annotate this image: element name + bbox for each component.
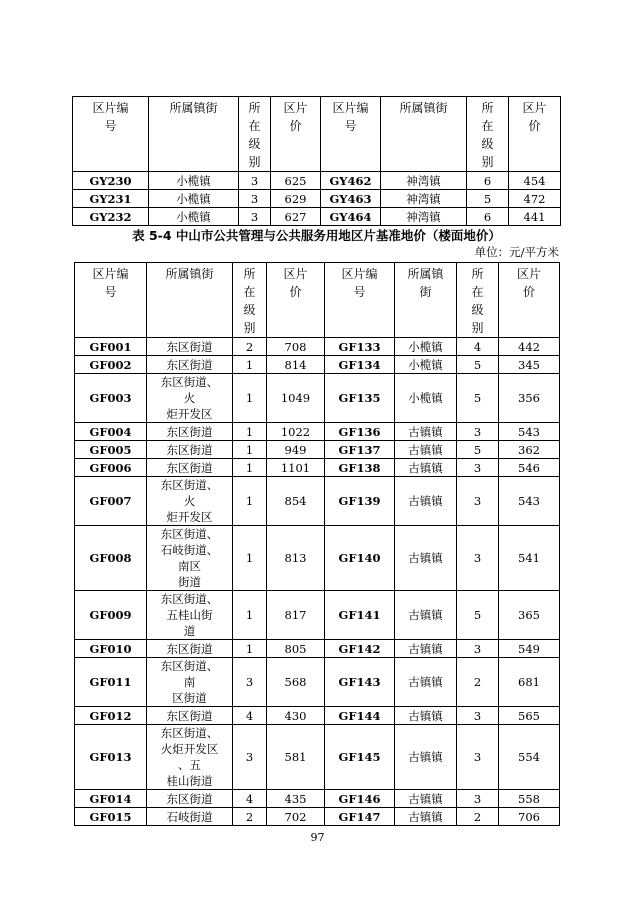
zone-code: GF143 [325, 658, 395, 707]
zone-code: GF005 [75, 441, 147, 459]
level: 6 [467, 208, 509, 226]
town: 东区街道、 南 区街道 [147, 658, 233, 707]
level: 3 [457, 707, 499, 725]
land-price-table-continued [72, 96, 561, 226]
public-service-land-price-table [74, 262, 560, 826]
header-code: 区片编 号 [73, 97, 149, 172]
zone-code: GF139 [325, 477, 395, 526]
zone-code: GY231 [73, 190, 149, 208]
price: 805 [267, 640, 325, 658]
town: 古镇镇 [395, 423, 457, 441]
town: 古镇镇 [395, 790, 457, 808]
zone-code: GF135 [325, 374, 395, 423]
level: 1 [233, 526, 267, 591]
zone-code: GF011 [75, 658, 147, 707]
level: 1 [233, 477, 267, 526]
level: 5 [457, 374, 499, 423]
level: 2 [233, 808, 267, 826]
header-code: 区片编 号 [325, 263, 395, 338]
zone-code: GF006 [75, 459, 147, 477]
town: 古镇镇 [395, 707, 457, 725]
table-row [75, 459, 560, 477]
table-row [75, 338, 560, 356]
town: 古镇镇 [395, 658, 457, 707]
price: 581 [267, 725, 325, 790]
town: 小榄镇 [149, 208, 239, 226]
level: 3 [239, 190, 271, 208]
level: 2 [457, 808, 499, 826]
header-level: 所 在 级 别 [239, 97, 271, 172]
level: 3 [457, 790, 499, 808]
level: 6 [467, 172, 509, 190]
price: 546 [499, 459, 560, 477]
zone-code: GY230 [73, 172, 149, 190]
table-row [75, 526, 560, 591]
table-row [75, 640, 560, 658]
zone-code: GY462 [321, 172, 381, 190]
level: 3 [233, 725, 267, 790]
town: 东区街道 [147, 356, 233, 374]
town: 古镇镇 [395, 725, 457, 790]
header-code: 区片编 号 [75, 263, 147, 338]
zone-code: GF007 [75, 477, 147, 526]
table-row [75, 441, 560, 459]
price: 813 [267, 526, 325, 591]
page-number: 97 [310, 831, 325, 844]
town: 东区街道 [147, 459, 233, 477]
level: 4 [457, 338, 499, 356]
town: 小榄镇 [395, 338, 457, 356]
level: 1 [233, 591, 267, 640]
price: 549 [499, 640, 560, 658]
unit-label: 单位：元/平方米 [474, 245, 559, 259]
level: 3 [457, 459, 499, 477]
town: 东区街道、 石岐街道、 南区 街道 [147, 526, 233, 591]
table-row [75, 808, 560, 826]
level: 3 [239, 208, 271, 226]
price: 441 [509, 208, 561, 226]
price: 543 [499, 477, 560, 526]
zone-code: GF009 [75, 591, 147, 640]
zone-code: GY232 [73, 208, 149, 226]
table-row [75, 591, 560, 640]
zone-code: GF003 [75, 374, 147, 423]
price: 430 [267, 707, 325, 725]
header-price: 区片 价 [509, 97, 561, 172]
price: 629 [271, 190, 321, 208]
header-code: 区片编 号 [321, 97, 381, 172]
zone-code: GF140 [325, 526, 395, 591]
table-row [75, 374, 560, 423]
table-row [73, 208, 561, 226]
price: 554 [499, 725, 560, 790]
town: 古镇镇 [395, 441, 457, 459]
town: 东区街道 [147, 707, 233, 725]
zone-code: GF145 [325, 725, 395, 790]
town: 小榄镇 [395, 374, 457, 423]
table-row [75, 707, 560, 725]
price: 627 [271, 208, 321, 226]
price: 708 [267, 338, 325, 356]
header-level: 所 在 级 别 [233, 263, 267, 338]
level: 2 [457, 658, 499, 707]
table-row [75, 658, 560, 707]
header-town: 所属镇街 [147, 263, 233, 338]
zone-code: GF012 [75, 707, 147, 725]
price: 625 [271, 172, 321, 190]
zone-code: GF141 [325, 591, 395, 640]
zone-code: GF002 [75, 356, 147, 374]
price: 1101 [267, 459, 325, 477]
table-caption: 表 5-4 中山市公共管理与公共服务用地区片基准地价（楼面地价） [132, 228, 501, 243]
level: 3 [457, 477, 499, 526]
level: 3 [457, 725, 499, 790]
zone-code: GF015 [75, 808, 147, 826]
zone-code: GF004 [75, 423, 147, 441]
town: 古镇镇 [395, 591, 457, 640]
price: 1049 [267, 374, 325, 423]
price: 345 [499, 356, 560, 374]
table-row [73, 190, 561, 208]
level: 1 [233, 640, 267, 658]
table-row [73, 172, 561, 190]
level: 4 [233, 707, 267, 725]
level: 1 [233, 356, 267, 374]
level: 2 [233, 338, 267, 356]
price: 454 [509, 172, 561, 190]
price: 362 [499, 441, 560, 459]
zone-code: GF142 [325, 640, 395, 658]
price: 541 [499, 526, 560, 591]
header-town: 所属镇街 [149, 97, 239, 172]
zone-code: GY463 [321, 190, 381, 208]
town: 东区街道、 五桂山街 道 [147, 591, 233, 640]
zone-code: GF008 [75, 526, 147, 591]
level: 5 [457, 441, 499, 459]
price: 949 [267, 441, 325, 459]
town: 东区街道 [147, 640, 233, 658]
table-row [75, 477, 560, 526]
town: 东区街道、 火 炬开发区 [147, 477, 233, 526]
price: 1022 [267, 423, 325, 441]
level: 3 [457, 423, 499, 441]
town: 古镇镇 [395, 640, 457, 658]
town: 神湾镇 [381, 190, 467, 208]
level: 1 [233, 374, 267, 423]
town: 东区街道 [147, 790, 233, 808]
town: 古镇镇 [395, 808, 457, 826]
town: 神湾镇 [381, 208, 467, 226]
price: 681 [499, 658, 560, 707]
price: 706 [499, 808, 560, 826]
table-row [75, 790, 560, 808]
level: 3 [239, 172, 271, 190]
price: 435 [267, 790, 325, 808]
zone-code: GF010 [75, 640, 147, 658]
town: 东区街道 [147, 338, 233, 356]
zone-code: GY464 [321, 208, 381, 226]
level: 3 [233, 658, 267, 707]
town: 古镇镇 [395, 459, 457, 477]
zone-code: GF144 [325, 707, 395, 725]
zone-code: GF147 [325, 808, 395, 826]
price: 565 [499, 707, 560, 725]
zone-code: GF136 [325, 423, 395, 441]
level: 4 [233, 790, 267, 808]
header-level: 所 在 级 别 [467, 97, 509, 172]
level: 5 [467, 190, 509, 208]
level: 1 [233, 441, 267, 459]
zone-code: GF014 [75, 790, 147, 808]
price: 356 [499, 374, 560, 423]
price: 814 [267, 356, 325, 374]
zone-code: GF134 [325, 356, 395, 374]
town: 石岐街道 [147, 808, 233, 826]
town: 东区街道、 火 炬开发区 [147, 374, 233, 423]
header-level: 所 在 级 别 [457, 263, 499, 338]
town: 小榄镇 [149, 172, 239, 190]
level: 1 [233, 423, 267, 441]
town: 小榄镇 [149, 190, 239, 208]
header-price: 区片 价 [499, 263, 560, 338]
price: 854 [267, 477, 325, 526]
level: 5 [457, 356, 499, 374]
header-town: 所属镇街 [381, 97, 467, 172]
header-price: 区片 价 [271, 97, 321, 172]
town: 神湾镇 [381, 172, 467, 190]
price: 568 [267, 658, 325, 707]
table-row [75, 356, 560, 374]
table-header-row [73, 97, 561, 172]
level: 3 [457, 526, 499, 591]
town: 东区街道 [147, 441, 233, 459]
town: 小榄镇 [395, 356, 457, 374]
zone-code: GF146 [325, 790, 395, 808]
header-price: 区片 价 [267, 263, 325, 338]
price: 817 [267, 591, 325, 640]
town: 东区街道 [147, 423, 233, 441]
level: 3 [457, 640, 499, 658]
level: 1 [233, 459, 267, 477]
price: 543 [499, 423, 560, 441]
table-row [75, 423, 560, 441]
zone-code: GF001 [75, 338, 147, 356]
zone-code: GF138 [325, 459, 395, 477]
price: 472 [509, 190, 561, 208]
table-row [75, 725, 560, 790]
zone-code: GF013 [75, 725, 147, 790]
zone-code: GF133 [325, 338, 395, 356]
header-town: 所属镇 街 [395, 263, 457, 338]
town: 古镇镇 [395, 526, 457, 591]
level: 5 [457, 591, 499, 640]
table-header-row [75, 263, 560, 338]
zone-code: GF137 [325, 441, 395, 459]
price: 442 [499, 338, 560, 356]
price: 365 [499, 591, 560, 640]
town: 东区街道、 火炬开发区 、五 桂山街道 [147, 725, 233, 790]
price: 558 [499, 790, 560, 808]
price: 702 [267, 808, 325, 826]
town: 古镇镇 [395, 477, 457, 526]
